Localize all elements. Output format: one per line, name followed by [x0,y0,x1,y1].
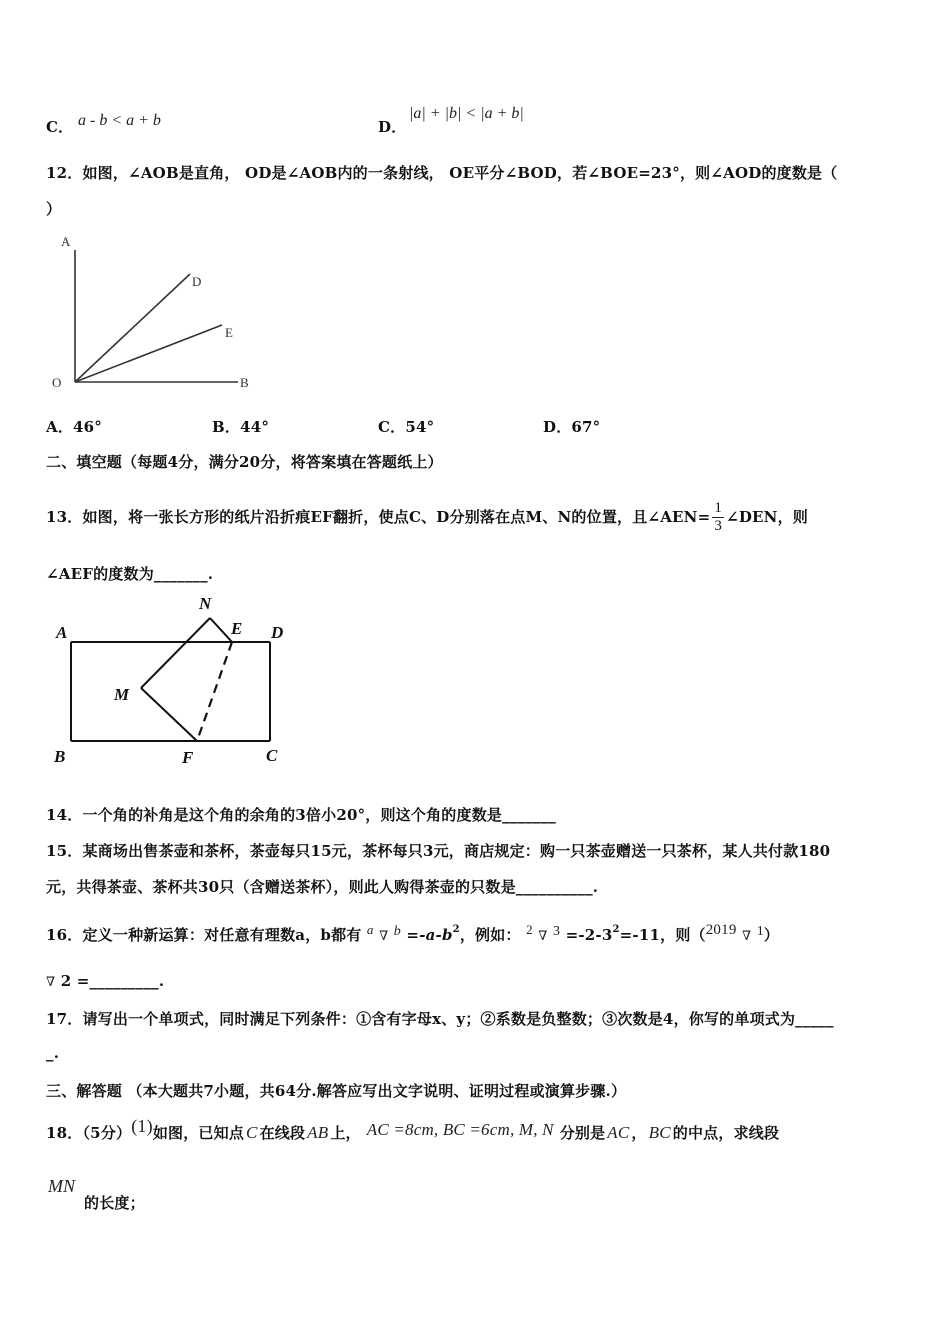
q15-question-line1: 15．某商场出售茶壶和茶杯，茶壶每只15元，茶杯每只3元，商店规定：购一只茶壶赠送一只茶杯，某人共付款180 [46,842,831,860]
label-e: E [231,619,243,638]
q13-question-line2: ∠AEF的度数为_______. [46,565,214,583]
q13-fraction-numerator: 1 [714,500,723,516]
q18-part-number: (1) [131,1116,153,1136]
q16-line2-nabla: ∇ [46,974,56,989]
q16-text3: ，则（ [660,926,706,944]
q16-ask-a: 2019 [705,922,737,938]
label-f: F [182,748,194,767]
q13-figure-folded-rectangle [46,588,306,768]
q16-question-line2 [46,972,164,990]
label-m: M [114,685,130,704]
q12-question-line2: ） [46,200,62,218]
q16-def-exponent: 2 [452,924,460,935]
label-n: N [199,594,212,613]
q18-comma: ， [631,1124,647,1142]
q15-question-line2: 元，共得茶壶、茶杯共30只（含赠送茶杯），则此人购得茶壶的只数是__________. [46,878,599,896]
q16-def-b: b [393,924,401,939]
q18-text5: 的中点，求线段 [672,1124,780,1142]
ray-oe [75,325,222,382]
q11-option-d-label: D． [378,118,407,136]
q18-text4: 分别是 [559,1124,606,1142]
q16-question-line1 [46,922,779,945]
label-b: B [54,747,66,766]
q17-question-line1: 17．请写出一个单项式，同时满足下列条件：①含有字母x、y；②系数是负整数；③次数是4，你写的单项式为_____ [46,1010,834,1028]
q12-option-d: D．67° [543,418,601,436]
label-c: C [266,746,278,765]
q12-option-a: A．46° [46,418,103,436]
q18-segment-ab: AB [307,1123,329,1142]
section-3-heading: 三、解答题 （本大题共7小题，共64分.解答应写出文字说明、证明过程或演算步骤.） [46,1082,627,1100]
q13-text-after: ∠DEN，则 [726,508,808,526]
label-b: B [240,375,249,390]
q16-ask-nabla: ∇ [741,928,752,943]
q18-point-c: C [246,1123,258,1142]
q16-ask-b: 1 [756,924,764,939]
q16-ask-close: ） [763,926,780,944]
q16-text1: 16．定义一种新运算：对任意有理数a，b都有 [46,926,362,944]
label-d: D [192,274,202,289]
q16-line2-rest: 2 =_________. [60,972,165,990]
q13-fraction [712,500,724,535]
crease-ef [197,642,232,741]
label-a: A [56,623,68,642]
label-d: D [271,623,284,642]
q16-def-nabla: ∇ [379,928,389,943]
section-2-heading: 二、填空题（每题4分，满分20分，将答案填在答题纸上） [46,453,443,471]
q18-segment-ac: AC [607,1123,630,1142]
q13-text-before: 13．如图，将一张长方形的纸片沿折痕EF翻折，使点C、D分别落在点M、N的位置，且∠AEN= [46,508,711,526]
q16-example-exponent: 2 [612,924,620,935]
q17-question-line2: _. [46,1044,60,1062]
q18-question-line1 [46,1116,779,1143]
q16-example-rhs: =-2-3 [565,926,613,944]
q16-example-b: 3 [552,924,561,939]
ray-od [75,274,190,382]
label-o: O [52,375,62,390]
q18-segment-mn: MN [48,1176,75,1196]
segment-mn [141,618,210,688]
q16-def-a: a [366,922,374,937]
q18-given-values: AC =8cm, BC =6cm, M, N [366,1120,554,1139]
q11-option-c-label: C． [46,118,74,136]
q12-option-c: C．54° [378,418,435,436]
q16-example-a: 2 [526,922,533,937]
q16-example-result: =-11 [619,926,661,944]
q18-text2: 在线段 [259,1124,306,1142]
q13-question-line1 [46,500,808,535]
label-e: E [225,325,233,340]
label-a: A [61,234,71,249]
q16-example-nabla: ∇ [538,928,548,943]
q12-figure-angles [46,232,266,397]
q11-option-d-expression: |a| + |b| < |a + b| [409,105,524,122]
q11-option-c-expression: a - b < a + b [78,112,161,129]
q18-text3: 上， [330,1124,361,1142]
q18-prefix: 18．（5分） [46,1124,132,1142]
q16-text2: ，例如： [459,926,521,944]
q13-fraction-denominator: 3 [714,518,723,534]
q18-text1: 如图，已知点 [152,1124,245,1142]
q14-question: 14．一个角的补角是这个角的余角的3倍小20°，则这个角的度数是_______ [46,806,556,824]
segment-ne [210,618,232,642]
q18-segment-bc: BC [648,1123,671,1142]
q12-option-b: B．44° [212,418,270,436]
q12-question-line1: 12．如图，∠AOB是直角， OD是∠AOB内的一条射线， OE平分∠BOD，若∠BOE=23°，则∠AOD的度数是（ [46,164,838,182]
q16-def-rhs: =-a-b [406,926,453,944]
q18-text6: 的长度； [84,1194,145,1212]
segment-fm [141,688,197,741]
